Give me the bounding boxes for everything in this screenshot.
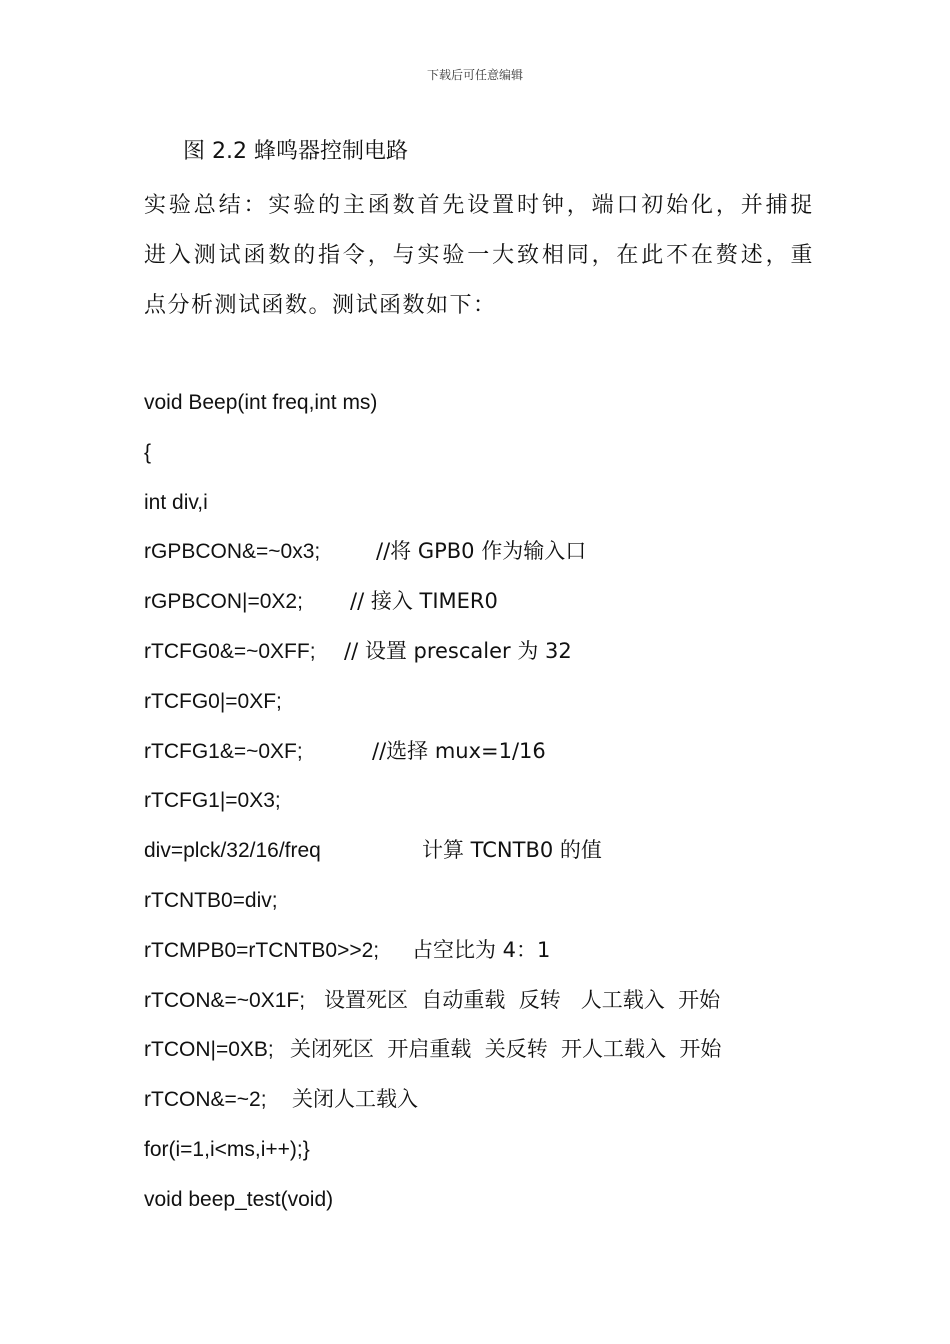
summary-paragraph — [144, 181, 814, 331]
code-line — [144, 976, 904, 1026]
code-line — [144, 1025, 904, 1075]
code-text: rTCON|=0XB; — [144, 1038, 274, 1062]
code-text: rTCFG1|=0X3; — [144, 789, 281, 813]
code-line — [144, 378, 904, 428]
code-text: rTCFG0&=~0XFF; — [144, 639, 316, 663]
paragraph-line: 点分析测试函数。测试函数如下： — [144, 293, 497, 318]
code-text: rTCNTB0=div; — [144, 888, 278, 912]
code-line — [144, 1075, 904, 1125]
code-line — [144, 776, 904, 826]
code-comment: 计算 TCNTB0 的值 — [422, 838, 602, 863]
code-text: div=plck/32/16/freq — [144, 839, 321, 863]
code-comment: //选择 mux=1/16 — [372, 738, 546, 763]
code-comment: //将 GPB0 作为输入口 — [376, 539, 587, 564]
code-comment: // 设置 prescaler 为 32 — [344, 638, 572, 663]
page-header: 下载后可任意编辑 — [426, 68, 523, 82]
paragraph-line: 进入测试函数的指令，与实验一大致相同，在此不在赘述，重 — [144, 243, 814, 268]
code-listing — [144, 378, 904, 1225]
figure-caption: 图 2.2 蜂鸣器控制电路 — [183, 139, 408, 164]
code-text: rTCFG0|=0XF; — [144, 689, 282, 713]
code-line — [144, 1125, 904, 1175]
code-text: rTCON&=~0X1F; — [144, 988, 306, 1012]
code-text: rTCMPB0=rTCNTB0>>2; — [144, 938, 380, 962]
code-line — [144, 826, 904, 876]
code-line — [144, 428, 904, 478]
code-text: int div,i — [144, 490, 208, 514]
code-text: rTCFG1&=~0XF; — [144, 739, 303, 763]
code-line — [144, 1175, 904, 1225]
code-line — [144, 527, 904, 577]
code-text: rGPBCON&=~0x3; — [144, 540, 321, 564]
code-comment: 设置死区 自动重载 反转 人工载入 开始 — [324, 987, 721, 1012]
paragraph-line: 实验总结：实验的主函数首先设置时钟，端口初始化，并捕捉 — [144, 193, 814, 218]
code-line — [144, 926, 904, 976]
code-text: rGPBCON|=0X2; — [144, 590, 303, 614]
code-line — [144, 627, 904, 677]
code-text: void beep_test(void) — [144, 1187, 334, 1211]
code-line — [144, 727, 904, 777]
code-comment: // 接入 TIMER0 — [350, 589, 498, 614]
code-comment: 关闭人工载入 — [292, 1087, 418, 1112]
code-text: rTCON&=~2; — [144, 1088, 267, 1112]
code-text: for(i=1,i<ms,i++);} — [144, 1137, 310, 1161]
code-line — [144, 677, 904, 727]
code-line — [144, 478, 904, 528]
code-text: void Beep(int freq,int ms) — [144, 391, 378, 414]
code-comment: 占空比为 4：1 — [412, 937, 551, 962]
code-comment: 关闭死区 开启重载 关反转 开人工载入 开始 — [290, 1037, 722, 1062]
code-line — [144, 577, 904, 627]
code-line — [144, 876, 904, 926]
code-text: { — [144, 440, 152, 464]
